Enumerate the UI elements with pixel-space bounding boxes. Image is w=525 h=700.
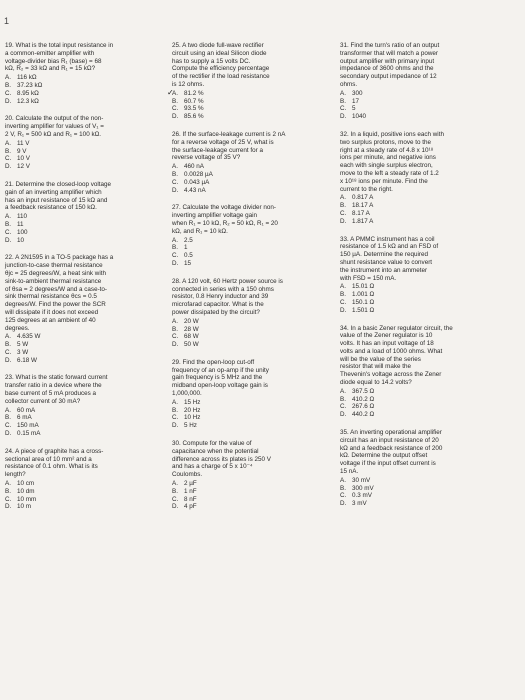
option-letter: C. xyxy=(172,178,179,186)
option-letter: A. xyxy=(5,213,11,221)
option-value: 150.1 Ω xyxy=(352,298,375,306)
answer-option xyxy=(172,113,334,121)
option-letter: D. xyxy=(340,306,347,314)
answer-option xyxy=(172,260,334,268)
answer-option xyxy=(172,187,334,195)
answer-option xyxy=(167,87,334,98)
option-value: 1 nF xyxy=(184,487,197,495)
option-value: 0.5 xyxy=(184,252,193,260)
option-value: 9 V xyxy=(17,147,27,155)
question xyxy=(5,448,159,511)
answer-option xyxy=(172,98,334,106)
answer-options xyxy=(172,480,334,511)
option-letter: D. xyxy=(5,97,12,105)
question-text: 21. Determine the closed-loop voltage gain of an inverting amplifier which has an input resistance of 15 kΩ and a feedback resistance of 150 kΩ. xyxy=(5,180,112,212)
option-value: 2.5 xyxy=(184,236,193,244)
option-letter: A. xyxy=(172,163,178,171)
option-letter: D. xyxy=(340,411,347,419)
answer-option xyxy=(340,500,522,508)
column-left xyxy=(5,42,159,521)
option-letter: A. xyxy=(340,476,346,484)
question xyxy=(340,42,522,121)
question xyxy=(172,278,334,349)
option-letter: D. xyxy=(172,113,179,121)
question xyxy=(172,440,334,511)
option-value: 0.15 mA xyxy=(17,430,41,438)
option-letter: B. xyxy=(340,484,346,492)
question-text: 24. A piece of graphite has a cross- sectional area of 10 mm² and a resistance of 0.1 ohm. What is its length? xyxy=(5,447,104,479)
answer-option xyxy=(172,422,334,430)
answer-option xyxy=(5,496,159,504)
answer-options xyxy=(172,163,334,194)
option-letter: C. xyxy=(340,105,347,113)
answer-options xyxy=(5,74,159,105)
question-text: 28. A 120 volt, 60 Hertz power source is connected in series with a 150 ohms resistor, 0.8 Henry inductor and 39 microfarad capacitor. What is the power dissipated by the circuit? xyxy=(172,277,283,316)
option-value: 85.6 % xyxy=(184,113,204,121)
option-value: 300 mV xyxy=(352,484,374,492)
option-value: 60.7 % xyxy=(184,97,204,105)
answer-options xyxy=(167,87,334,121)
answer-option xyxy=(5,163,159,171)
option-letter: A. xyxy=(5,139,11,147)
option-letter: A. xyxy=(5,480,11,488)
option-value: 11 xyxy=(17,220,24,228)
option-letter: A. xyxy=(5,74,11,82)
option-value: 367.5 Ω xyxy=(352,387,375,395)
question-text: 33. A PMMC instrument has a coil resistance of 1.5 kΩ and an FSD of 150 µA. Determine the required shunt resistance value to convert the instrument into an ammeter with FSD = 150 mA. xyxy=(340,235,439,282)
answer-option xyxy=(5,422,159,430)
question-text: 26. If the surface-leakage current is 2 nA for a reverse voltage of 25 V, what is the surface-leakage current for a reverse voltage of 35 V? xyxy=(172,130,286,162)
answer-option xyxy=(340,492,522,500)
answer-option xyxy=(172,171,334,179)
answer-options xyxy=(5,480,159,511)
option-value: 50 W xyxy=(184,341,199,349)
answer-option xyxy=(5,229,159,237)
option-value: 5 W xyxy=(17,341,29,349)
page-number: 1 xyxy=(4,16,10,26)
answer-option xyxy=(172,480,334,488)
option-letter: A. xyxy=(340,194,346,202)
option-letter: A. xyxy=(172,480,178,488)
option-letter: C. xyxy=(340,492,347,500)
answer-option xyxy=(340,90,522,98)
answer-option xyxy=(5,341,159,349)
option-letter: D. xyxy=(172,259,179,267)
option-value: 1.001 Ω xyxy=(352,291,375,299)
option-value: 5 Hz xyxy=(184,422,197,430)
option-letter: B. xyxy=(5,414,11,422)
answer-option xyxy=(172,341,334,349)
option-value: 4.635 W xyxy=(17,333,41,341)
option-value: 8 nF xyxy=(184,495,197,503)
option-value: 460 nA xyxy=(184,163,204,171)
option-value: 10 cm xyxy=(17,480,35,488)
option-letter: A. xyxy=(172,89,178,97)
answer-option xyxy=(340,283,522,291)
option-letter: C. xyxy=(340,298,347,306)
option-letter: D. xyxy=(340,217,347,225)
answer-option xyxy=(5,357,159,365)
answer-options xyxy=(5,333,159,364)
option-value: 2 µF xyxy=(184,480,197,488)
answer-option xyxy=(172,488,334,496)
option-letter: D. xyxy=(340,113,347,121)
question-text: 22. A 2N1595 in a TO-5 package has a junction-to-case thermal resistance θjc = 25 degrees/W, a heat sink with sink-to-ambient thermal resistance of θsa = 2 degrees/W and a case-to- sink thermal resistance θcs = 0.5 degrees/W. Find the power the SCR will dissipate if it does not exceed 125 degrees at an ambient of 40 degrees. xyxy=(5,254,114,332)
question xyxy=(340,236,522,315)
answer-option xyxy=(340,485,522,493)
option-letter: C. xyxy=(172,333,179,341)
option-letter: A. xyxy=(340,387,346,395)
answer-option xyxy=(340,388,522,396)
option-letter: B. xyxy=(5,341,11,349)
answer-option xyxy=(172,399,334,407)
answer-option xyxy=(172,326,334,334)
answer-option xyxy=(340,113,522,121)
answer-option xyxy=(5,407,159,415)
option-value: 3 mV xyxy=(352,500,367,508)
option-value: 4.43 nA xyxy=(184,186,206,194)
option-value: 15.01 Ω xyxy=(352,283,375,291)
option-letter: A. xyxy=(340,283,346,291)
answer-option xyxy=(5,503,159,511)
option-letter: B. xyxy=(340,291,346,299)
option-value: 10 dm xyxy=(17,487,35,495)
question xyxy=(5,115,159,171)
option-letter: B. xyxy=(172,406,178,414)
option-letter: C. xyxy=(340,403,347,411)
option-value: 60 mA xyxy=(17,406,36,414)
option-value: 116 kΩ xyxy=(17,74,37,82)
question xyxy=(5,254,159,364)
option-letter: B. xyxy=(172,170,178,178)
answer-option xyxy=(340,299,522,307)
option-letter: C. xyxy=(172,414,179,422)
option-letter: A. xyxy=(172,317,178,325)
answer-option xyxy=(5,221,159,229)
option-letter: D. xyxy=(340,500,347,508)
answer-option xyxy=(172,496,334,504)
question-text: 23. What is the static forward current transfer ratio in a device where the base current of 5 mA produces a collector current of 30 mA? xyxy=(5,374,108,405)
option-letter: B. xyxy=(340,202,346,210)
option-letter: D. xyxy=(5,163,12,171)
option-letter: C. xyxy=(340,209,347,217)
answer-option xyxy=(172,105,334,113)
answer-option xyxy=(5,155,159,163)
question xyxy=(340,325,522,420)
question-text: 30. Compute for the value of capacitance when the potential difference across its plates is 250 V and has a charge of 5 x 10⁻⁴ Coulombs. xyxy=(172,440,271,479)
answer-options xyxy=(340,283,522,314)
answer-options xyxy=(340,90,522,121)
answer-option xyxy=(5,98,159,106)
option-letter: D. xyxy=(5,430,12,438)
answer-option xyxy=(172,503,334,511)
option-letter: A. xyxy=(5,406,11,414)
answer-option xyxy=(172,244,334,252)
question xyxy=(5,181,159,244)
option-letter: C. xyxy=(5,155,12,163)
answer-options xyxy=(172,318,334,349)
option-letter: D. xyxy=(172,422,179,430)
question xyxy=(167,42,334,121)
option-value: 0.817 A xyxy=(352,194,374,202)
answer-option xyxy=(5,333,159,341)
option-letter: C. xyxy=(172,105,179,113)
answer-options xyxy=(5,213,159,244)
option-letter: B. xyxy=(5,220,11,228)
answer-option xyxy=(172,252,334,260)
question-text: 27. Calculate the voltage divider non- inverting amplifier voltage gain when R₁ = 10 kΩ, R₂ = 50 kΩ, R₁ = 20 kΩ, and R₁ = 10 kΩ. xyxy=(172,204,278,235)
answer-option xyxy=(340,291,522,299)
option-value: 81.2 % xyxy=(184,89,204,97)
answer-option xyxy=(340,307,522,315)
answer-options xyxy=(5,407,159,438)
answer-option xyxy=(172,318,334,326)
option-value: 12 V xyxy=(17,163,30,171)
option-value: 1040 xyxy=(352,113,367,121)
answer-option xyxy=(340,105,522,113)
option-letter: C. xyxy=(5,228,12,236)
answer-option xyxy=(172,237,334,245)
question-text: 20. Calculate the output of the non- inverting amplifier for values of V₁ = 2 V, R₁ = 500 kΩ and R₁ = 100 kΩ. xyxy=(5,115,104,138)
option-letter: A. xyxy=(5,333,11,341)
option-value: 20 W xyxy=(184,317,199,325)
question xyxy=(172,131,334,194)
question-text: 29. Find the open-loop cut-off frequency of an op-amp if the unity gain frequency is 5 MHz and the midband open-loop voltage gain is 1,000,000. xyxy=(172,358,269,398)
answer-option xyxy=(340,194,522,202)
answer-options xyxy=(172,399,334,430)
option-value: 20 Hz xyxy=(184,406,201,414)
option-letter: C. xyxy=(5,348,12,356)
answer-option xyxy=(340,202,522,210)
option-value: 10 Hz xyxy=(184,414,201,422)
option-letter: B. xyxy=(340,395,346,403)
question-text: 35. An inverting operational amplifier circuit has an input resistance of 20 kΩ and a feedback resistance of 200 kΩ. Determine the output offset voltage if the input offset current is 15 nA. xyxy=(340,429,443,476)
answer-option xyxy=(5,237,159,245)
option-letter: D. xyxy=(172,186,179,194)
question xyxy=(5,374,159,437)
answer-option xyxy=(172,163,334,171)
answer-options xyxy=(340,477,522,508)
answer-options xyxy=(340,388,522,419)
option-value: 10 xyxy=(17,236,25,244)
option-letter: D. xyxy=(5,236,12,244)
answer-option xyxy=(5,349,159,357)
option-letter: B. xyxy=(340,97,346,105)
option-value: 300 xyxy=(352,89,363,97)
option-letter: C. xyxy=(5,495,12,503)
answer-option xyxy=(340,403,522,411)
answer-option xyxy=(5,90,159,98)
option-letter: C. xyxy=(172,495,179,503)
answer-option xyxy=(5,74,159,82)
answer-option xyxy=(340,218,522,226)
option-value: 6 mA xyxy=(17,414,32,422)
option-value: 30 mV xyxy=(352,476,371,484)
option-letter: B. xyxy=(5,487,11,495)
option-value: 0.3 mV xyxy=(352,492,372,500)
answer-option xyxy=(5,148,159,156)
option-letter: D. xyxy=(5,356,12,364)
option-letter: B. xyxy=(172,244,178,252)
option-value: 1.501 Ω xyxy=(352,306,375,314)
question-text: 25. A two diode full-wave rectifier circuit using an ideal Silicon diode has to supply a 15 volts DC. Compute the efficiency percentage of the rectifier if the load resistance is 12 ohms. xyxy=(172,42,270,88)
answer-option xyxy=(5,430,159,438)
answer-option xyxy=(340,98,522,106)
question-text: 19. What is the total input resistance in a common-emitter amplifier with voltage-divider bias R₁ (base) = 68 kΩ, R₂ = 33 kΩ and R₁ = 15 kΩ? xyxy=(5,42,114,73)
option-value: 10 V xyxy=(17,155,30,163)
option-value: 10 mm xyxy=(17,495,37,503)
answer-option xyxy=(5,414,159,422)
answer-option xyxy=(340,210,522,218)
question-text: 34. In a basic Zener regulator circuit, the value of the Zener regulator is 10 volts. It has an input voltage of 18 volts and a load of 1000 ohms. What will be the value of the series resistor that will make the Thevenin's voltage across the Zener diode equal to 14.2 volts? xyxy=(340,324,453,387)
answer-options xyxy=(5,140,159,171)
option-value: 4 pF xyxy=(184,503,197,511)
option-letter: B. xyxy=(5,81,11,89)
answer-options xyxy=(340,194,522,225)
question-text: 31. Find the turn's ratio of an output transformer that will match a power output amplifier with primary input impedance of 3600 ohms and the secondary output impedance of 12 ohms. xyxy=(340,42,440,88)
option-value: 93.5 % xyxy=(184,105,204,113)
answer-option xyxy=(172,414,334,422)
option-value: 10 m xyxy=(17,503,31,511)
question xyxy=(172,359,334,430)
option-value: 8.95 kΩ xyxy=(17,89,39,97)
option-value: 3 W xyxy=(17,348,29,356)
answer-option xyxy=(340,477,522,485)
answer-option xyxy=(5,213,159,221)
option-value: 37.23 kΩ xyxy=(17,81,43,89)
option-value: 267.6 Ω xyxy=(352,403,375,411)
question xyxy=(172,204,334,267)
option-value: 440.2 Ω xyxy=(352,411,375,419)
option-letter: C. xyxy=(172,252,179,260)
option-value: 410.2 Ω xyxy=(352,395,375,403)
option-value: 1.817 A xyxy=(352,217,374,225)
option-letter: B. xyxy=(172,97,178,105)
option-value: 0.0028 µA xyxy=(184,170,213,178)
option-value: 8.17 A xyxy=(352,209,370,217)
option-letter: D. xyxy=(5,503,12,511)
option-value: 5 xyxy=(352,105,356,113)
option-letter: C. xyxy=(5,422,12,430)
answer-options xyxy=(172,237,334,268)
option-value: 28 W xyxy=(184,325,199,333)
option-value: 11 V xyxy=(17,139,30,147)
option-value: 15 Hz xyxy=(184,398,201,406)
question xyxy=(340,131,522,226)
option-letter: B. xyxy=(172,487,178,495)
question xyxy=(340,429,522,508)
option-value: 150 mA xyxy=(17,422,39,430)
question xyxy=(5,42,159,105)
option-letter: A. xyxy=(172,398,178,406)
option-value: 15 xyxy=(184,259,192,267)
option-value: 1 xyxy=(184,244,188,252)
option-value: 68 W xyxy=(184,333,199,341)
answer-option xyxy=(5,488,159,496)
option-value: 100 xyxy=(17,228,28,236)
option-value: 0.043 µA xyxy=(184,178,210,186)
answer-option xyxy=(5,480,159,488)
answer-option xyxy=(340,411,522,419)
option-letter: C. xyxy=(5,89,12,97)
answer-option xyxy=(5,82,159,90)
option-letter: B. xyxy=(172,325,178,333)
question-text: 32. In a liquid, positive ions each with two surplus protons, move to the right at a steady rate of 4.8 x 10¹⁸ ions per minute, and negative ions each with single surplus electron, move to the left a steady rate of 1.2 x 10¹⁸ ions per minute. Find the current to the right. xyxy=(340,130,444,193)
answer-option xyxy=(172,333,334,341)
option-value: 17 xyxy=(352,97,360,105)
option-letter: A. xyxy=(172,236,178,244)
answer-option xyxy=(172,179,334,187)
option-value: 110 xyxy=(17,213,28,221)
option-value: 6.18 W xyxy=(17,356,37,364)
option-letter: A. xyxy=(340,89,346,97)
answer-option xyxy=(340,396,522,404)
option-letter: D. xyxy=(172,341,179,349)
option-value: 12.3 kΩ xyxy=(17,97,39,105)
column-middle xyxy=(167,42,334,521)
option-letter: D. xyxy=(172,503,179,511)
answer-option xyxy=(5,140,159,148)
column-right xyxy=(340,42,522,518)
option-letter: B. xyxy=(5,147,11,155)
option-value: 18.17 A xyxy=(352,202,374,210)
answer-option xyxy=(172,407,334,415)
handwritten-check-mark-icon: ✓ xyxy=(167,87,174,97)
